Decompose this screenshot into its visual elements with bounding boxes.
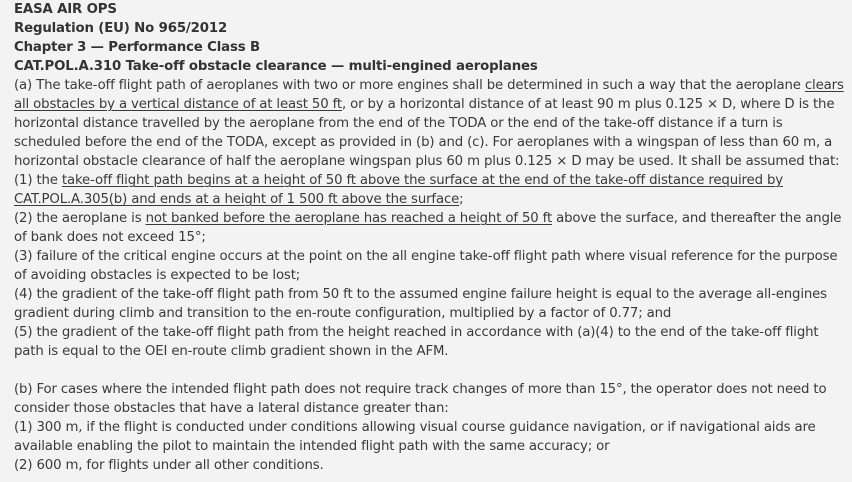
paragraph-spacer [14, 361, 850, 380]
paragraph-a-text-2: , or by a horizontal distance of at least 90 m plus 0.125 × D, where D is the horizontal distance travelled by the aeroplane from the end of the TODA or the end of the take-off distance if a turn is scheduled before the end of the TODA, except as provided in (b) and (c). For aeroplanes with a wingspan of less than 60 m, a horizontal obstacle clearance of half the aeroplane wingspan plus 60 m plus 0.125 × D may be used. It shall be assumed that: [14, 97, 840, 169]
regulation-document [14, 0, 850, 475]
paragraph-a-item-1 [14, 171, 850, 209]
item-2-suffix: above the surface, and thereafter the angle of bank does not exceed 15°; [14, 211, 842, 245]
doc-header-easa: EASA AIR OPS [14, 2, 117, 17]
paragraph-a-underlined: clears all obstacles by a vertical distance of at least 50 ft [14, 78, 844, 112]
paragraph-b-item-2: (2) 600 m, for flights under all other conditions. [14, 458, 324, 473]
paragraph-b-intro: (b) For cases where the intended flight path does not require track changes of more than 15°, the operator does not need to consider those obstacles that have a lateral distance greater than: [14, 382, 827, 416]
doc-header-chapter: Chapter 3 — Performance Class B [14, 40, 260, 55]
item-1-prefix: (1) the [14, 173, 62, 188]
item-2-underlined: not banked before the aeroplane has reached a height of 50 ft [145, 211, 553, 226]
paragraph-a-item-4: (4) the gradient of the take-off flight path from 50 ft to the assumed engine failure height is equal to the average all-engines gradient during climb and transition to the en-route configuration, multiplied by a factor of 0.77; and [14, 287, 827, 321]
doc-header-title: CAT.POL.A.310 Take-off obstacle clearance — multi-engined aeroplanes [14, 59, 538, 74]
paragraph-a-text-1: (a) The take-off flight path of aeroplanes with two or more engines shall be determined in such a way that the aeroplane [14, 78, 805, 93]
doc-header-regulation: Regulation (EU) No 965/2012 [14, 21, 228, 36]
paragraph-a-item-2 [14, 209, 850, 247]
item-1-suffix: ; [459, 192, 464, 207]
paragraph-a-item-5: (5) the gradient of the take-off flight path from the height reached in accordance with (a)(4) to the end of the take-off flight path is equal to the OEI en-route climb gradient shown in the AFM. [14, 325, 819, 359]
paragraph-b-item-1: (1) 300 m, if the flight is conducted under conditions allowing visual course guidance navigation, or if navigational aids are available enabling the pilot to maintain the intended flight path with the same accuracy; or [14, 420, 816, 454]
paragraph-a-intro [14, 76, 850, 171]
paragraph-a-item-3: (3) failure of the critical engine occurs at the point on the all engine take-off flight path where visual reference for the purpose of avoiding obstacles is expected to be lost; [14, 249, 838, 283]
item-2-prefix: (2) the aeroplane is [14, 211, 146, 226]
item-1-underlined: take-off flight path begins at a height of 50 ft above the surface at the end of the take-off distance required by CAT.POL.A.305(b) and ends at a height of 1 500 ft above the surface [14, 173, 783, 207]
